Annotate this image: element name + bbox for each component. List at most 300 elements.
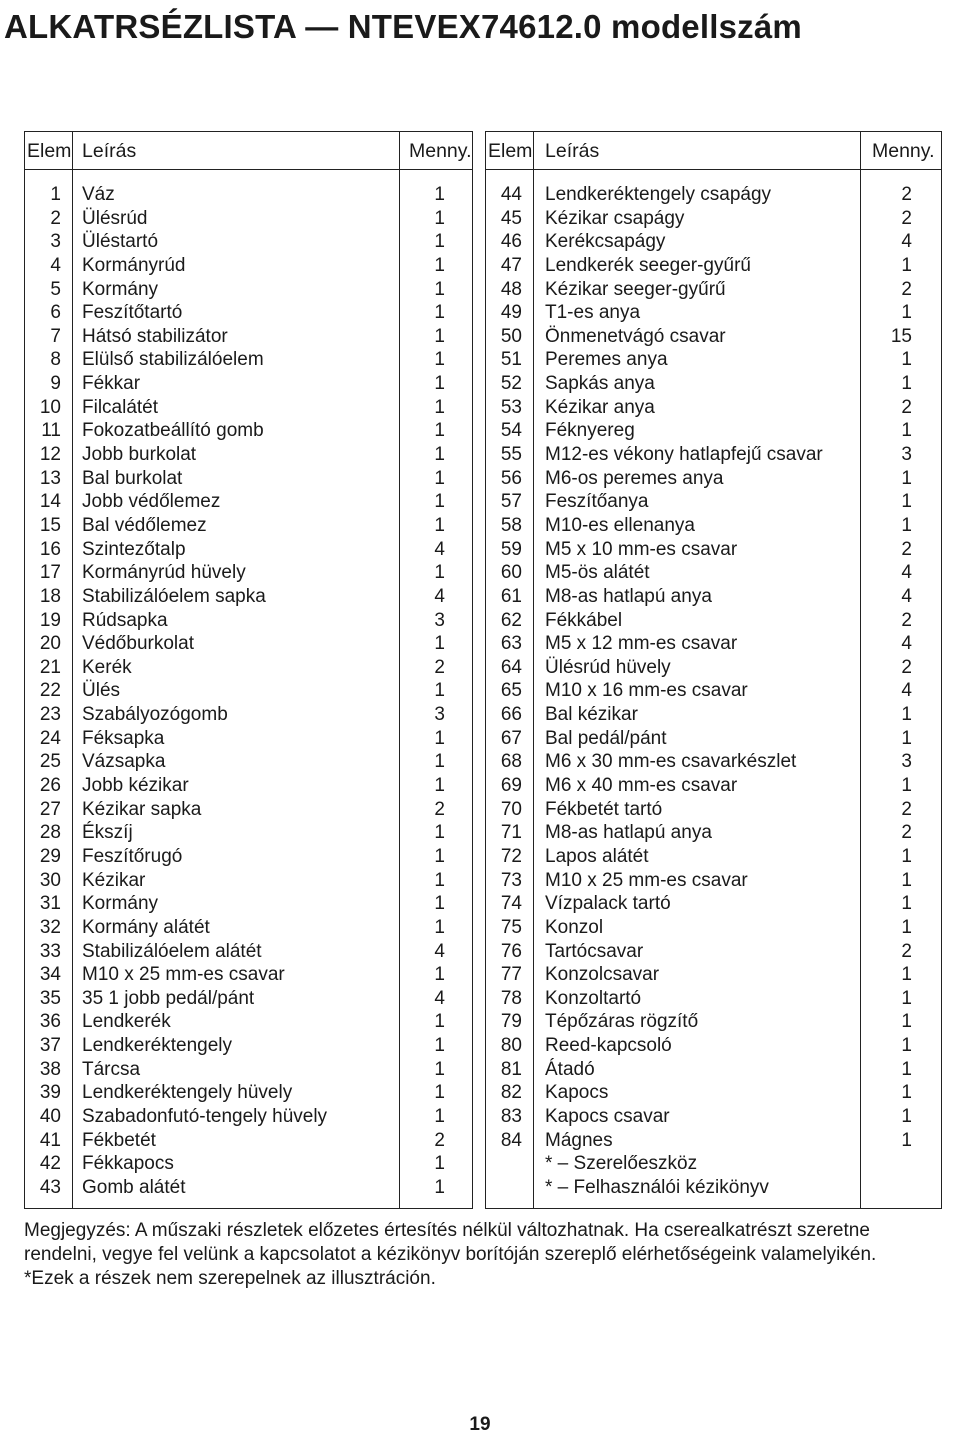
item-description: Vízpalack tartó — [545, 893, 671, 915]
item-quantity: 1 — [901, 727, 912, 749]
table-row — [486, 254, 941, 278]
item-number: 20 — [39, 633, 61, 655]
item-number: 60 — [500, 562, 522, 584]
table-row — [25, 750, 472, 774]
item-description: Stabilizálóelem sapka — [82, 585, 266, 607]
table-row — [486, 1058, 941, 1082]
table-row — [25, 254, 472, 278]
item-description: M10 x 25 mm-es csavar — [82, 964, 285, 986]
item-number: 52 — [500, 373, 522, 395]
item-description: Mágnes — [545, 1129, 613, 1151]
item-quantity: 3 — [434, 704, 445, 726]
table-row — [486, 514, 941, 538]
item-quantity: 1 — [434, 302, 445, 324]
table-row — [25, 845, 472, 869]
item-description: Kormányrúd hüvely — [82, 562, 246, 584]
table-row — [486, 325, 941, 349]
item-description: Fékkapocs — [82, 1153, 174, 1175]
item-quantity: 1 — [901, 916, 912, 938]
item-description: Feszítőanya — [545, 491, 649, 513]
item-quantity: 1 — [901, 1058, 912, 1080]
item-number: 48 — [500, 278, 522, 300]
item-quantity: 1 — [434, 869, 445, 891]
table-row — [486, 679, 941, 703]
item-description: Konzol — [545, 916, 604, 938]
item-description: Féknyereg — [545, 420, 635, 442]
table-row — [25, 703, 472, 727]
item-quantity: 1 — [434, 1011, 445, 1033]
item-quantity: 1 — [434, 727, 445, 749]
item-quantity: 1 — [901, 869, 912, 891]
item-quantity: 1 — [434, 254, 445, 276]
header-item: Elem — [488, 140, 533, 162]
item-number: 8 — [50, 349, 61, 371]
item-number: 83 — [500, 1105, 522, 1127]
item-quantity: 4 — [901, 633, 912, 655]
table-row — [486, 538, 941, 562]
item-description: Bal kézikar — [545, 704, 638, 726]
table-row — [25, 325, 472, 349]
item-number: 53 — [500, 396, 522, 418]
item-number: 41 — [39, 1129, 61, 1151]
item-number: 73 — [500, 869, 522, 891]
item-quantity: 1 — [434, 325, 445, 347]
table-row — [486, 348, 941, 372]
item-number: 47 — [500, 254, 522, 276]
item-number: 76 — [500, 940, 522, 962]
item-quantity: 1 — [434, 1176, 445, 1198]
table-row — [486, 443, 941, 467]
item-number: 16 — [39, 538, 61, 560]
parts-table-left — [24, 131, 473, 1209]
item-quantity: 4 — [434, 538, 445, 560]
table-row — [25, 396, 472, 420]
item-number: 67 — [500, 727, 522, 749]
item-quantity: 4 — [434, 585, 445, 607]
item-number: 38 — [39, 1058, 61, 1080]
table-row — [25, 774, 472, 798]
item-number: 6 — [50, 302, 61, 324]
item-description: Bal pedál/pánt — [545, 727, 667, 749]
item-quantity: 1 — [434, 1153, 445, 1175]
item-description: Fékkar — [82, 373, 141, 395]
table-row — [25, 443, 472, 467]
item-description: Szintezőtalp — [82, 538, 186, 560]
item-quantity: 1 — [434, 633, 445, 655]
item-quantity: 1 — [434, 349, 445, 371]
item-number: 70 — [500, 798, 522, 820]
item-quantity: 1 — [901, 420, 912, 442]
item-description: Kerékcsapágy — [545, 231, 666, 253]
item-description: 35 1 jobb pedál/pánt — [82, 987, 255, 1009]
table-row — [25, 514, 472, 538]
item-quantity: 1 — [901, 1129, 912, 1151]
item-description: Kormány — [82, 278, 159, 300]
item-quantity: 1 — [901, 1105, 912, 1127]
item-number: 19 — [39, 609, 61, 631]
table-row — [25, 1034, 472, 1058]
item-quantity: 1 — [434, 893, 445, 915]
item-description: Védőburkolat — [82, 633, 194, 655]
footnote-line: *Ezek a részek nem szerepelnek az illusztráción. — [24, 1268, 436, 1289]
table-row — [25, 348, 472, 372]
item-quantity: 1 — [901, 491, 912, 513]
item-number: 49 — [500, 302, 522, 324]
table-row — [486, 963, 941, 987]
item-quantity: 4 — [434, 987, 445, 1009]
item-number: 32 — [39, 916, 61, 938]
item-number: 58 — [500, 514, 522, 536]
item-number: 44 — [500, 184, 522, 205]
item-quantity: 1 — [434, 373, 445, 395]
item-number: 18 — [39, 585, 61, 607]
table-row — [25, 207, 472, 231]
item-number: 17 — [39, 562, 61, 584]
item-quantity: 1 — [434, 964, 445, 986]
header-description: Leírás — [545, 140, 600, 162]
item-number: 25 — [39, 751, 61, 773]
item-quantity: 1 — [434, 396, 445, 418]
item-quantity: 1 — [901, 467, 912, 489]
table-row — [486, 916, 941, 940]
header-quantity: Menny. — [409, 140, 472, 162]
item-number: 23 — [39, 704, 61, 726]
item-number: 34 — [39, 964, 61, 986]
item-number: 42 — [39, 1153, 61, 1175]
item-quantity: 1 — [434, 467, 445, 489]
item-number: 81 — [500, 1058, 522, 1080]
item-description: Fékbetét — [82, 1129, 156, 1151]
item-description: Szabályozógomb — [82, 704, 228, 726]
item-number: 50 — [500, 325, 522, 347]
item-description: Feszítőrugó — [82, 845, 183, 867]
item-quantity: 2 — [901, 396, 912, 418]
item-quantity: 1 — [434, 1058, 445, 1080]
item-number: 9 — [50, 373, 61, 395]
item-description: M6-os peremes anya — [545, 467, 724, 489]
item-number: 68 — [500, 751, 522, 773]
item-number: 77 — [500, 964, 522, 986]
item-quantity: 3 — [901, 444, 912, 466]
table-row — [25, 278, 472, 302]
table-row — [486, 869, 941, 893]
item-number: 80 — [500, 1035, 522, 1057]
item-description: Önmenetvágó csavar — [545, 325, 726, 347]
item-number: 4 — [50, 254, 61, 276]
parts-table-right — [485, 131, 942, 1209]
table-row — [25, 301, 472, 325]
table-row — [25, 183, 472, 207]
table-row — [486, 301, 941, 325]
item-description: Szabadonfutó-tengely hüvely — [82, 1105, 328, 1127]
item-description: Tárcsa — [82, 1058, 141, 1080]
table-row — [25, 609, 472, 633]
item-description: M10-es ellenanya — [545, 514, 695, 536]
item-number: 35 — [39, 987, 61, 1009]
table-row — [486, 561, 941, 585]
item-description: Kormányrúd — [82, 254, 186, 276]
item-number: 36 — [39, 1011, 61, 1033]
item-description: M12-es vékony hatlapfejű csavar — [545, 444, 823, 466]
item-description: Bal burkolat — [82, 467, 183, 489]
item-number: 39 — [39, 1082, 61, 1104]
item-number: 72 — [500, 845, 522, 867]
item-number: 30 — [39, 869, 61, 891]
item-quantity: 1 — [901, 704, 912, 726]
item-description: Ülés — [82, 680, 121, 702]
item-quantity: 1 — [901, 514, 912, 536]
item-description: M6 x 40 mm-es csavar — [545, 775, 738, 797]
item-number: 21 — [39, 656, 61, 678]
table-row — [486, 940, 941, 964]
header-quantity: Menny. — [872, 140, 935, 162]
item-description: M8-as hatlapú anya — [545, 822, 712, 844]
item-quantity: 1 — [901, 964, 912, 986]
item-number: 63 — [500, 633, 522, 655]
item-number: 55 — [500, 444, 522, 466]
item-description: Váz — [82, 184, 115, 205]
table-row — [25, 1081, 472, 1105]
item-number: 75 — [500, 916, 522, 938]
item-number: 12 — [39, 444, 61, 466]
item-quantity: 1 — [434, 231, 445, 253]
table-row — [486, 821, 941, 845]
item-number: 40 — [39, 1105, 61, 1127]
table-row — [486, 207, 941, 231]
item-quantity: 1 — [434, 1082, 445, 1104]
table-row — [486, 727, 941, 751]
item-quantity: 1 — [434, 751, 445, 773]
table-row — [25, 916, 472, 940]
item-quantity: 4 — [901, 231, 912, 253]
item-description: M5-ös alátét — [545, 562, 650, 584]
item-number: 33 — [39, 940, 61, 962]
table-row — [25, 656, 472, 680]
item-description: Vázsapka — [82, 751, 166, 773]
table-row — [486, 183, 941, 207]
table-row — [486, 1152, 941, 1176]
table-row — [486, 419, 941, 443]
item-description: * – Felhasználói kézikönyv — [545, 1176, 769, 1198]
item-quantity: 1 — [901, 302, 912, 324]
item-description: Feszítőtartó — [82, 302, 183, 324]
item-number: 79 — [500, 1011, 522, 1033]
table-row — [25, 490, 472, 514]
item-number: 43 — [39, 1176, 61, 1198]
item-description: Fékkábel — [545, 609, 623, 631]
item-number: 5 — [50, 278, 61, 300]
table-row — [25, 467, 472, 491]
item-description: Lendkerék seeger-gyűrű — [545, 254, 751, 276]
item-quantity: 2 — [901, 822, 912, 844]
item-description: Üléstartó — [82, 231, 159, 253]
table-row — [25, 230, 472, 254]
table-row — [25, 1058, 472, 1082]
item-quantity: 2 — [901, 940, 912, 962]
table-row — [25, 869, 472, 893]
table-row — [486, 1105, 941, 1129]
item-quantity: 1 — [434, 420, 445, 442]
item-description: T1-es anya — [545, 302, 641, 324]
item-description: Lendkeréktengely hüvely — [82, 1082, 293, 1104]
item-description: Hátsó stabilizátor — [82, 325, 228, 347]
item-quantity: 2 — [901, 184, 912, 205]
table-row — [486, 396, 941, 420]
item-description: Kézikar seeger-gyűrű — [545, 278, 726, 300]
item-description: Fokozatbeállító gomb — [82, 420, 264, 442]
item-description: Jobb védőlemez — [82, 491, 221, 513]
item-number: 61 — [500, 585, 522, 607]
item-description: Lendkerék — [82, 1011, 171, 1033]
item-quantity: 1 — [901, 373, 912, 395]
item-quantity: 1 — [901, 893, 912, 915]
table-row — [25, 987, 472, 1011]
item-description: Rúdsapka — [82, 609, 168, 631]
item-number: 56 — [500, 467, 522, 489]
table-row — [25, 1152, 472, 1176]
item-number: 84 — [500, 1129, 522, 1151]
item-number: 10 — [39, 396, 61, 418]
item-description: Bal védőlemez — [82, 514, 207, 536]
table-row — [486, 1176, 941, 1200]
item-number: 78 — [500, 987, 522, 1009]
footnote — [24, 1219, 944, 1291]
item-quantity: 1 — [434, 491, 445, 513]
item-quantity: 1 — [901, 775, 912, 797]
item-description: Kerék — [82, 656, 132, 678]
item-quantity: 1 — [901, 987, 912, 1009]
table-row — [25, 419, 472, 443]
item-description: Jobb burkolat — [82, 444, 197, 466]
table-row — [25, 1129, 472, 1153]
item-description: M5 x 10 mm-es csavar — [545, 538, 738, 560]
item-quantity: 2 — [901, 798, 912, 820]
item-description: Kormány — [82, 893, 159, 915]
item-description: M8-as hatlapú anya — [545, 585, 712, 607]
item-quantity: 4 — [901, 562, 912, 584]
item-number: 14 — [39, 491, 61, 513]
item-quantity: 2 — [901, 278, 912, 300]
item-number: 22 — [39, 680, 61, 702]
item-quantity: 4 — [434, 940, 445, 962]
item-number: 26 — [39, 775, 61, 797]
item-number: 13 — [39, 467, 61, 489]
item-number: 71 — [500, 822, 522, 844]
item-quantity: 2 — [901, 656, 912, 678]
item-quantity: 4 — [901, 585, 912, 607]
item-description: Lendkeréktengely csapágy — [545, 184, 772, 205]
table-row — [486, 750, 941, 774]
item-quantity: 1 — [901, 349, 912, 371]
item-quantity: 3 — [434, 609, 445, 631]
item-description: Ülésrúd hüvely — [545, 656, 671, 678]
item-quantity: 1 — [901, 1082, 912, 1104]
item-description: Kézikar anya — [545, 396, 655, 418]
item-quantity: 1 — [434, 822, 445, 844]
table-row — [486, 1081, 941, 1105]
item-description: Konzoltartó — [545, 987, 642, 1009]
item-number: 2 — [50, 207, 61, 229]
item-quantity: 1 — [434, 278, 445, 300]
item-quantity: 2 — [434, 1129, 445, 1151]
item-number: 74 — [500, 893, 522, 915]
item-description: Jobb kézikar — [82, 775, 189, 797]
table-row — [25, 892, 472, 916]
table-row — [486, 632, 941, 656]
item-quantity: 2 — [901, 207, 912, 229]
item-description: Konzolcsavar — [545, 964, 660, 986]
footnote-line: rendelni, vegye fel velünk a kapcsolatot a kézikönyv borítóján szereplő elérhetőségeink valamelyikén. — [24, 1244, 877, 1265]
table-row — [25, 1176, 472, 1200]
item-description: Kapocs csavar — [545, 1105, 670, 1127]
item-number: 66 — [500, 704, 522, 726]
table-row — [25, 585, 472, 609]
table-row — [25, 798, 472, 822]
table-row — [486, 585, 941, 609]
table-row — [25, 940, 472, 964]
item-description: Peremes anya — [545, 349, 668, 371]
item-number: 54 — [500, 420, 522, 442]
table-row — [25, 632, 472, 656]
item-description: Ülésrúd — [82, 207, 148, 229]
item-number: 37 — [39, 1035, 61, 1057]
table-row — [486, 1010, 941, 1034]
item-quantity: 1 — [434, 514, 445, 536]
table-row — [486, 490, 941, 514]
item-number: 29 — [39, 845, 61, 867]
item-description: Lendkeréktengely — [82, 1035, 232, 1057]
item-description: * – Szerelőeszköz — [545, 1153, 698, 1175]
item-quantity: 1 — [434, 845, 445, 867]
item-description: Fékbetét tartó — [545, 798, 663, 820]
table-row — [486, 609, 941, 633]
item-quantity: 4 — [901, 680, 912, 702]
item-quantity: 1 — [434, 1105, 445, 1127]
item-number: 15 — [39, 514, 61, 536]
table-row — [486, 278, 941, 302]
table-row — [486, 467, 941, 491]
item-description: Gomb alátét — [82, 1176, 186, 1198]
page-number: 19 — [469, 1414, 491, 1435]
item-quantity: 1 — [901, 845, 912, 867]
item-quantity: 1 — [901, 254, 912, 276]
item-number: 51 — [500, 349, 522, 371]
item-description: Kézikar sapka — [82, 798, 202, 820]
item-number: 3 — [50, 231, 61, 253]
item-description: Filcalátét — [82, 396, 159, 418]
item-number: 46 — [500, 231, 522, 253]
item-number: 31 — [39, 893, 61, 915]
table-row — [486, 230, 941, 254]
item-quantity: 2 — [434, 798, 445, 820]
table-row — [486, 892, 941, 916]
table-row — [25, 561, 472, 585]
item-quantity: 1 — [434, 207, 445, 229]
item-quantity: 1 — [901, 1035, 912, 1057]
item-quantity: 1 — [434, 562, 445, 584]
item-number: 27 — [39, 798, 61, 820]
item-description: Reed-kapcsoló — [545, 1035, 672, 1057]
item-number: 24 — [39, 727, 61, 749]
item-quantity: 2 — [434, 656, 445, 678]
item-number: 59 — [500, 538, 522, 560]
item-number: 82 — [500, 1082, 522, 1104]
item-description: Sapkás anya — [545, 373, 655, 395]
item-number: 1 — [50, 184, 61, 205]
table-row — [486, 372, 941, 396]
header-description: Leírás — [82, 140, 137, 162]
page-title: ALKATRSÉZLISTA — NTEVEX74612.0 modellszám — [4, 8, 802, 45]
